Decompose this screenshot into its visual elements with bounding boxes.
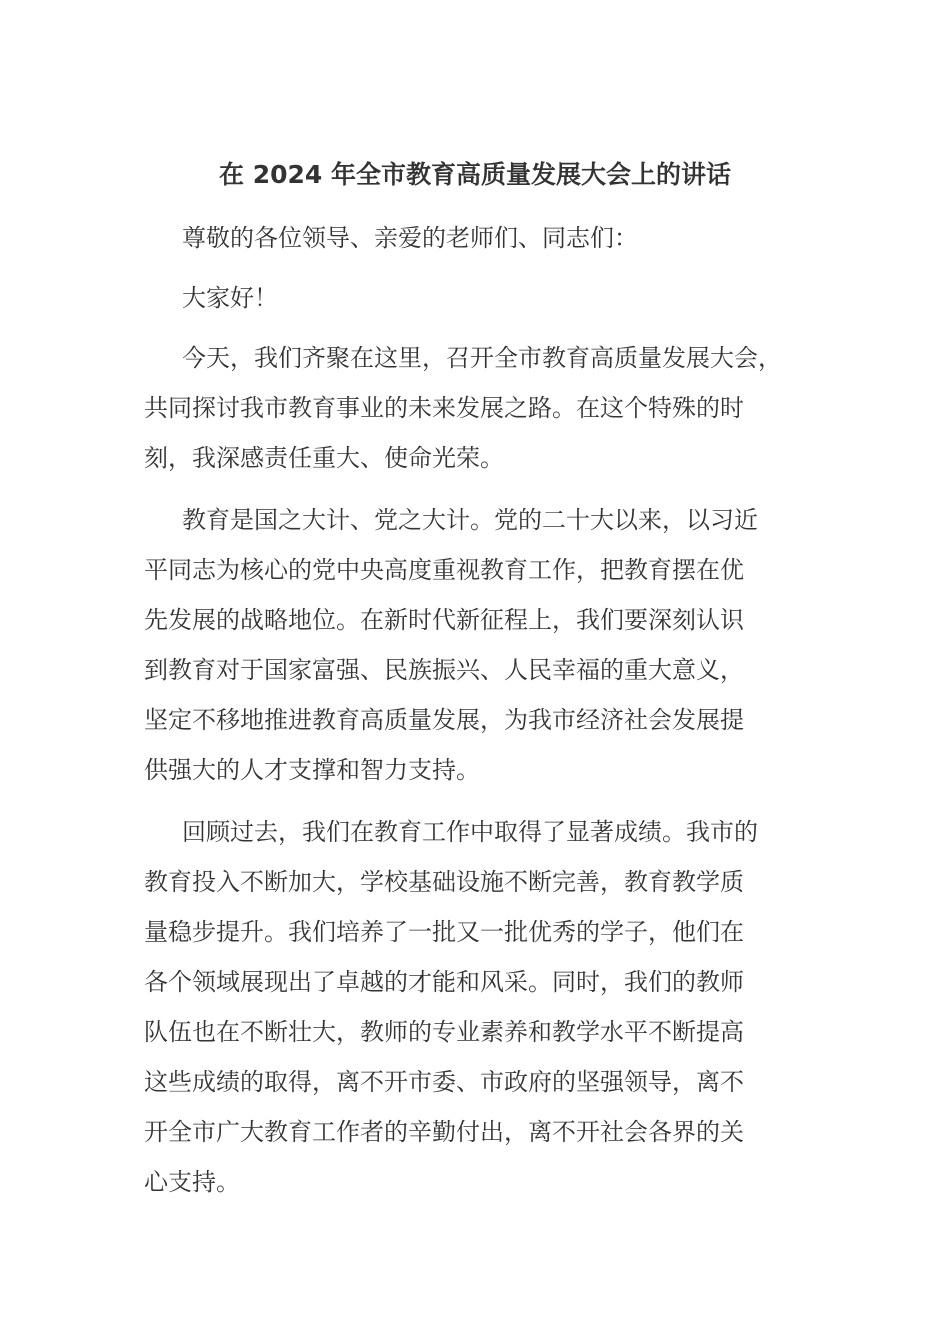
paragraph-line: 教育投入不断加大，学校基础设施不断完善，教育教学质: [144, 868, 744, 896]
paragraph-line: 各个领域展现出了卓越的才能和风采。同时，我们的教师: [144, 968, 744, 996]
paragraph-line: 这些成绩的取得，离不开市委、市政府的坚强领导，离不: [144, 1068, 744, 1096]
paragraph-line: 共同探讨我市教育事业的未来发展之路。在这个特殊的时: [144, 394, 744, 422]
paragraph-line: 教育是国之大计、党之大计。党的二十大以来，以习近: [182, 506, 758, 534]
paragraph-line: 刻，我深感责任重大、使命光荣。: [144, 444, 504, 472]
paragraph-line: 坚定不移地推进教育高质量发展，为我市经济社会发展提: [144, 706, 744, 734]
paragraph-line: 开全市广大教育工作者的辛勤付出，离不开社会各界的关: [144, 1118, 744, 1146]
paragraph-line: 心支持。: [144, 1168, 240, 1196]
paragraph-line: 队伍也在不断壮大，教师的专业素养和教学水平不断提高: [144, 1018, 744, 1046]
paragraph-line: 今天，我们齐聚在这里，召开全市教育高质量发展大会，: [182, 344, 782, 372]
paragraph-line: 到教育对于国家富强、民族振兴、人民幸福的重大意义，: [144, 656, 744, 684]
paragraph-2: [144, 495, 834, 795]
paragraph-line: 供强大的人才支撑和智力支持。: [144, 756, 480, 784]
salutation: 尊敬的各位领导、亲爱的老师们、同志们：: [182, 224, 638, 252]
document-body: [144, 213, 834, 1219]
document-title: 在 2024 年全市教育高质量发展大会上的讲话: [219, 160, 731, 189]
paragraph-3: [144, 807, 834, 1207]
paragraph-1: [144, 333, 834, 483]
greeting: 大家好！: [182, 284, 278, 312]
paragraph-line: 先发展的战略地位。在新时代新征程上，我们要深刻认识: [144, 606, 744, 634]
paragraph-line: 量稳步提升。我们培养了一批又一批优秀的学子，他们在: [144, 918, 744, 946]
paragraph-line: 回顾过去，我们在教育工作中取得了显著成绩。我市的: [182, 818, 758, 846]
paragraph-line: 平同志为核心的党中央高度重视教育工作，把教育摆在优: [144, 556, 744, 584]
